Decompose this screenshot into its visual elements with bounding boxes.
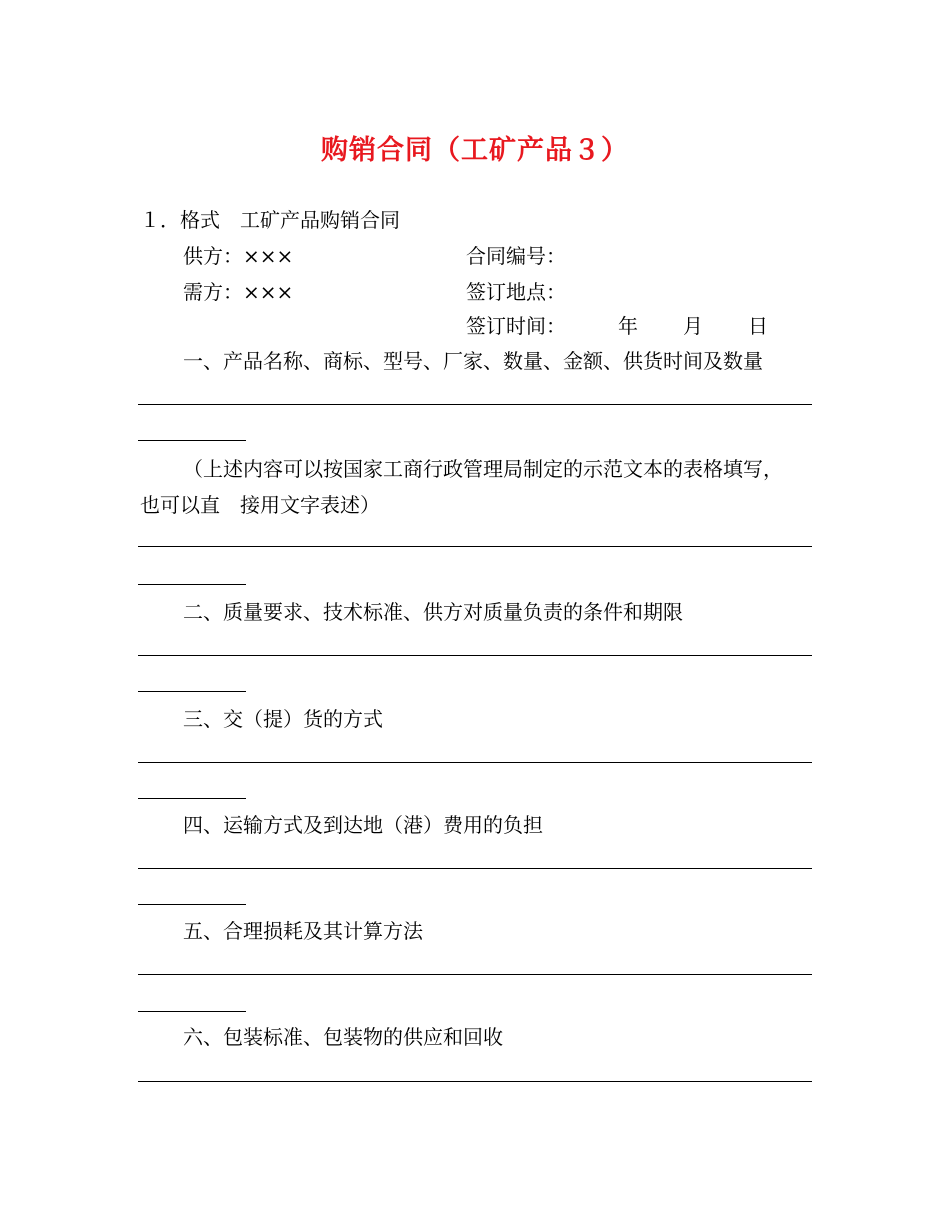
fill-line — [138, 1081, 812, 1082]
section-5-heading: 五、合理损耗及其计算方法 — [183, 919, 423, 943]
fill-line — [138, 974, 812, 975]
signing-place-label: 签订地点： — [466, 280, 566, 304]
note-line-2: 也可以直 接用文字表述） — [140, 493, 380, 517]
section-1-heading: 一、产品名称、商标、型号、厂家、数量、金额、供货时间及数量 — [183, 349, 763, 373]
fill-line-short — [138, 798, 246, 799]
fill-line-short — [138, 904, 246, 905]
signing-day-label: 日 — [748, 314, 768, 338]
fill-line-short — [138, 440, 246, 441]
signing-month-label: 月 — [683, 314, 703, 338]
contract-number-label: 合同编号： — [466, 244, 566, 268]
section-6-heading: 六、包装标准、包装物的供应和回收 — [183, 1025, 503, 1049]
section-4-heading: 四、运输方式及到达地（港）费用的负担 — [183, 813, 543, 837]
format-line: １．格式 工矿产品购销合同 — [140, 208, 400, 232]
signing-time-label: 签订时间： — [466, 314, 566, 338]
signing-year-label: 年 — [618, 314, 638, 338]
fill-line-short — [138, 691, 246, 692]
buyer-line: 需方：××× — [183, 280, 294, 304]
supplier-line: 供方：××× — [183, 244, 294, 268]
fill-line — [138, 546, 812, 547]
fill-line — [138, 762, 812, 763]
document-title: 购销合同（工矿产品３） — [321, 135, 629, 166]
fill-line — [138, 404, 812, 405]
fill-line-short — [138, 584, 246, 585]
note-line-1: （上述内容可以按国家工商行政管理局制定的示范文本的表格填写， — [183, 457, 783, 481]
section-2-heading: 二、质量要求、技术标准、供方对质量负责的条件和期限 — [183, 600, 683, 624]
section-3-heading: 三、交（提）货的方式 — [183, 707, 383, 731]
fill-line — [138, 868, 812, 869]
fill-line — [138, 655, 812, 656]
fill-line-short — [138, 1011, 246, 1012]
